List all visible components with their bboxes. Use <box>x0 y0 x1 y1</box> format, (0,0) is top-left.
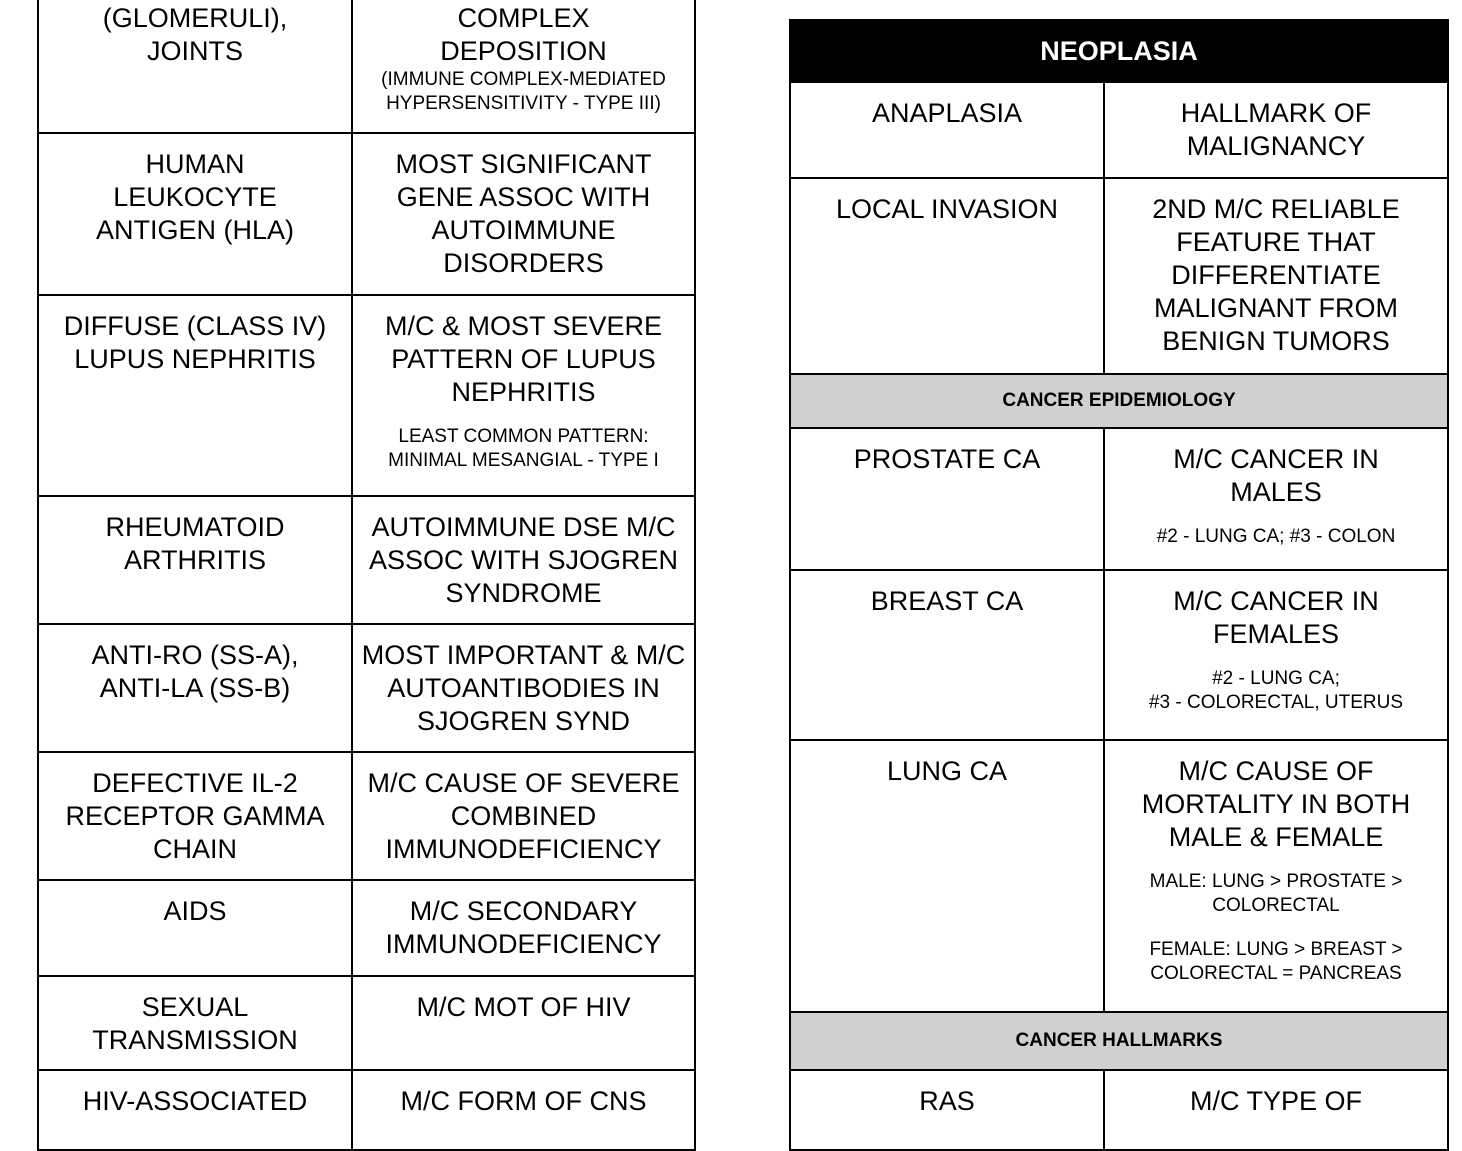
description-text: 2ND M/C RELIABLE FEATURE THAT DIFFERENTIATE MALIGNANT FROM BENIGN TUMORS <box>1152 194 1400 356</box>
description-cell <box>1104 1070 1448 1150</box>
description-cell <box>1104 740 1448 1012</box>
section-heading: CANCER EPIDEMIOLOGY <box>790 374 1448 428</box>
term-cell <box>790 1070 1104 1150</box>
description-cell <box>1104 178 1448 374</box>
description-text: M/C SECONDARY IMMUNODEFICIENCY <box>385 896 662 959</box>
table-row <box>38 880 695 976</box>
term-cell <box>38 295 352 496</box>
note-text: #2 - LUNG CA; <box>1212 668 1340 689</box>
section-row <box>790 374 1448 428</box>
description-text: M/C TYPE OF <box>1189 1086 1363 1116</box>
description-cell <box>352 0 695 133</box>
term-cell <box>790 82 1104 178</box>
table-row <box>790 740 1448 1012</box>
right-table <box>789 19 1449 1151</box>
description-cell <box>1104 82 1448 178</box>
term-cell <box>38 624 352 752</box>
note-text: LEAST COMMON PATTERN: MINIMAL MESANGIAL - TYPE I <box>388 426 659 471</box>
left-table <box>37 0 696 1151</box>
table-title: NEOPLASIA <box>790 20 1448 82</box>
description-text: COMPLEX DEPOSITION <box>440 3 607 66</box>
term-text: PROSTATE CA <box>853 444 1041 474</box>
term-text: HUMAN LEUKOCYTE ANTIGEN (HLA) <box>95 149 295 245</box>
table-row <box>38 496 695 624</box>
term-cell <box>790 740 1104 1012</box>
description-cell <box>352 624 695 752</box>
term-text: ANAPLASIA <box>871 98 1023 128</box>
table-row <box>790 1070 1448 1150</box>
table-row <box>38 752 695 880</box>
description-cell <box>352 295 695 496</box>
table-row <box>790 82 1448 178</box>
term-text: BREAST CA <box>870 586 1024 616</box>
description-text: M/C CAUSE OF MORTALITY IN BOTH MALE & FEMALE <box>1141 756 1411 852</box>
description-text: M/C FORM OF CNS <box>400 1086 647 1116</box>
term-text: RHEUMATOID ARTHRITIS <box>105 512 285 575</box>
term-text: ANTI-RO (SS-A), ANTI-LA (SS-B) <box>91 640 299 703</box>
table-row <box>790 570 1448 740</box>
description-cell <box>1104 428 1448 570</box>
description-cell <box>352 496 695 624</box>
term-cell <box>38 880 352 976</box>
description-cell <box>352 880 695 976</box>
description-cell <box>352 133 695 295</box>
term-text: DEFECTIVE IL-2 RECEPTOR GAMMA CHAIN <box>65 768 325 864</box>
description-text: MOST SIGNIFICANT GENE ASSOC WITH AUTOIMMUNE DISORDERS <box>395 149 652 278</box>
term-text: RAS <box>919 1086 975 1116</box>
description-text: MOST IMPORTANT & M/C AUTOANTIBODIES IN SJOGREN SYND <box>361 640 686 736</box>
description-text: AUTOIMMUNE DSE M/C ASSOC WITH SJOGREN SYNDROME <box>368 512 679 608</box>
term-text: HIV-ASSOCIATED <box>82 1086 308 1116</box>
description-text: M/C CANCER IN MALES <box>1173 444 1379 507</box>
term-cell <box>790 570 1104 740</box>
section-heading: CANCER HALLMARKS <box>790 1012 1448 1070</box>
table-row <box>38 0 695 133</box>
term-cell <box>38 1070 352 1150</box>
term-text: SEXUAL TRANSMISSION <box>92 992 298 1055</box>
note-text: #3 - COLORECTAL, UTERUS <box>1148 692 1404 713</box>
note-text: #2 - LUNG CA; #3 - COLON <box>1156 526 1396 547</box>
table-row <box>38 624 695 752</box>
term-text: (GLOMERULI), JOINTS <box>102 3 288 66</box>
term-cell <box>38 976 352 1070</box>
term-text: LOCAL INVASION <box>835 194 1059 224</box>
table-row <box>38 133 695 295</box>
term-text: LUNG CA <box>886 756 1008 786</box>
description-text: M/C MOT OF HIV <box>416 992 631 1022</box>
description-cell <box>352 1070 695 1150</box>
term-cell <box>38 133 352 295</box>
description-text: M/C CANCER IN FEMALES <box>1173 586 1379 649</box>
term-cell <box>790 428 1104 570</box>
description-cell <box>1104 570 1448 740</box>
term-text: AIDS <box>163 896 227 926</box>
description-cell <box>352 752 695 880</box>
note-text: (IMMUNE COMPLEX-MEDIATED HYPERSENSITIVITY - TYPE III) <box>381 69 666 114</box>
table-row <box>38 1070 695 1150</box>
term-cell <box>38 752 352 880</box>
table-row <box>790 428 1448 570</box>
description-cell <box>352 976 695 1070</box>
table-header-row <box>790 20 1448 82</box>
table-row <box>790 178 1448 374</box>
note-text: MALE: LUNG > PROSTATE > COLORECTAL <box>1149 871 1403 916</box>
term-cell <box>38 496 352 624</box>
note-text: FEMALE: LUNG > BREAST > COLORECTAL = PANCREAS <box>1149 939 1403 984</box>
description-text: HALLMARK OF MALIGNANCY <box>1180 98 1372 161</box>
term-cell <box>38 0 352 133</box>
section-row <box>790 1012 1448 1070</box>
term-cell <box>790 178 1104 374</box>
table-row <box>38 295 695 496</box>
description-text: M/C CAUSE OF SEVERE COMBINED IMMUNODEFICIENCY <box>367 768 680 864</box>
term-text: DIFFUSE (CLASS IV) LUPUS NEPHRITIS <box>63 311 327 374</box>
description-text: M/C & MOST SEVERE PATTERN OF LUPUS NEPHRITIS <box>384 311 663 407</box>
table-row <box>38 976 695 1070</box>
